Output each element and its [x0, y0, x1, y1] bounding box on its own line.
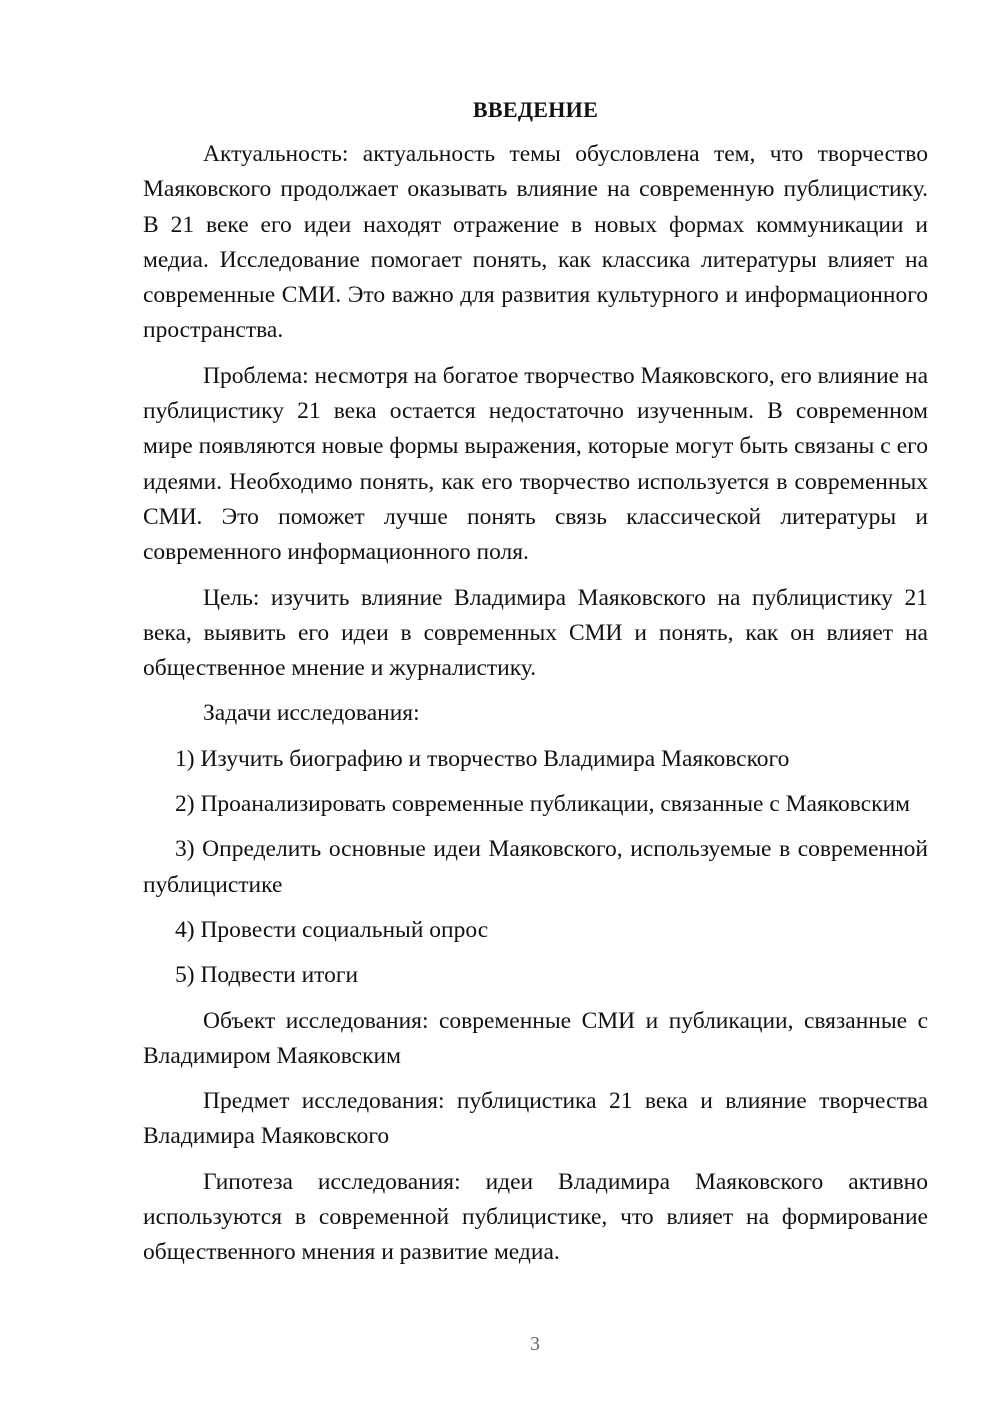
page-number: 3	[530, 1333, 540, 1355]
paragraph-goal: Цель: изучить влияние Владимира Маяковского на публицистику 21 века, выявить его идеи в современных СМИ и понять, как он влияет на общественное мнение и журналистику.	[143, 584, 928, 682]
tasks-heading: Задачи исследования:	[203, 700, 420, 727]
task-item-2: 2) Проанализировать современные публикации, связанные с Маяковским	[175, 791, 911, 818]
task-item-3: 3) Определить основные идеи Маяковского, используемые в современной публицистике	[143, 836, 928, 898]
page-content	[143, 92, 928, 1281]
task-item-1: 1) Изучить биографию и творчество Владимира Маяковского	[175, 745, 790, 772]
paragraph-hypothesis: Гипотеза исследования: идеи Владимира Маяковского активно используются в современной публицистике, что влияет на формирование общественного мнения и развитие медиа.	[143, 1168, 928, 1266]
task-item-5: 5) Подвести итоги	[175, 962, 359, 989]
paragraph-subject: Предмет исследования: публицистика 21 века и влияние творчества Владимира Маяковского	[143, 1088, 928, 1150]
task-item-4: 4) Провести социальный опрос	[175, 916, 489, 943]
paragraph-object: Объект исследования: современные СМИ и публикации, связанные с Владимиром Маяковским	[143, 1007, 928, 1069]
page-title: ВВЕДЕНИЕ	[472, 97, 599, 122]
paragraph-relevance: Актуальность: актуальность темы обусловлена тем, что творчество Маяковского продолжает оказывать влияние на современную публицистику. В 21 веке его идеи находят отражение в новых формах коммуникации и медиа. Исследование помогает понять, как классика литературы влияет на современные СМИ. Это важно для развития культурного и информационного пространства.	[143, 141, 928, 344]
paragraph-problem: Проблема: несмотря на богатое творчество Маяковского, его влияние на публицистику 21 века остается недостаточно изученным. В современном мире появляются новые формы выражения, которые могут быть связаны с его идеями. Необходимо понять, как его творчество используется в современных СМИ. Это поможет лучше понять связь классической литературы и современного информационного поля.	[143, 362, 928, 566]
